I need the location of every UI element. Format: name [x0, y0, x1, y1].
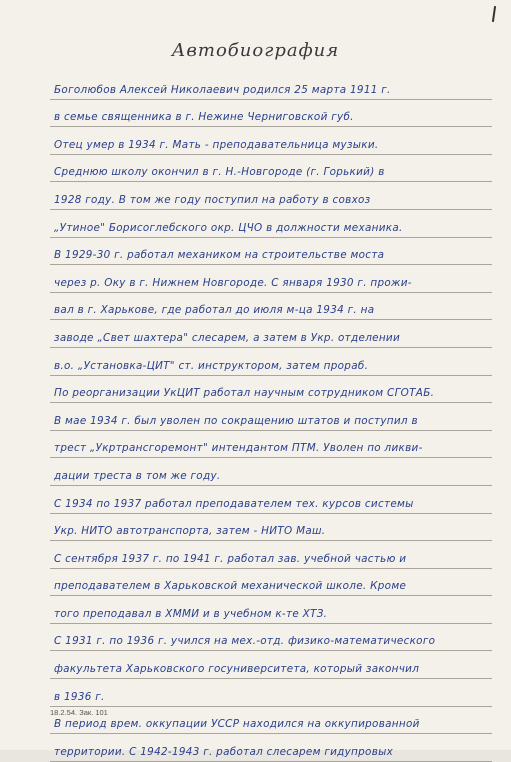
page-title: Автобиография — [171, 40, 340, 61]
ruled-line — [50, 182, 492, 210]
handwritten-line: „Утиное" Борисоглебского окр. ЦЧО в должности механика. — [54, 221, 403, 234]
handwritten-line: Боголюбов Алексей Николаевич родился 25 марта 1911 г. — [54, 83, 391, 96]
handwritten-line: 1928 году. В том же году поступил на работу в совхоз — [54, 193, 371, 206]
ruled-line — [50, 569, 492, 597]
handwritten-line: В период врем. оккупации УССР находился на оккупированной — [54, 718, 420, 731]
ruled-line — [50, 265, 492, 293]
ruled-line — [50, 486, 492, 514]
ruled-line — [50, 348, 492, 376]
handwritten-line: заводе „Свет шахтера" слесарем, а затем в Укр. отделении — [54, 331, 401, 344]
ruled-line — [50, 376, 492, 404]
ruled-line — [50, 624, 492, 652]
ruled-line — [50, 707, 492, 735]
handwritten-line: факультета Харьковского госуниверситета, который закончил — [54, 663, 420, 676]
handwritten-line: преподавателем в Харьковской механической школе. Кроме — [54, 580, 407, 593]
print-code: 18.2.54. Зак. 101 — [50, 708, 108, 717]
handwritten-line: С 1931 г. по 1936 г. учился на мех.-отд. физико-математического — [54, 635, 436, 648]
ruled-line — [50, 320, 492, 348]
ruled-line — [50, 100, 492, 128]
handwritten-line: территории. С 1942-1943 г. работал слесарем гидупровых — [54, 745, 394, 758]
ruled-line — [50, 155, 492, 183]
ruled-line — [50, 458, 492, 486]
ruled-line — [50, 210, 492, 238]
handwritten-line: Укр. НИТО автотранспорта, затем - НИТО Маш. — [54, 525, 326, 538]
ruled-line — [50, 541, 492, 569]
ruled-line — [50, 651, 492, 679]
ruled-line — [50, 679, 492, 707]
handwritten-line: вал в г. Харькове, где работал до июля м-ца 1934 г. на — [54, 304, 375, 317]
ruled-line — [50, 514, 492, 542]
handwritten-line: В мае 1934 г. был уволен по сокращению штатов и поступил в — [54, 414, 418, 427]
handwritten-text-block — [50, 72, 492, 762]
pencil-mark — [492, 6, 496, 22]
handwritten-line: в.о. „Установка-ЦИТ" ст. инструктором, затем прораб. — [54, 359, 369, 372]
handwritten-line: того преподавал в ХММИ и в учебном к-те ХТЗ. — [54, 607, 328, 620]
ruled-line — [50, 403, 492, 431]
handwritten-line: С 1934 по 1937 работал преподавателем тех. курсов системы — [54, 497, 414, 510]
ruled-line — [50, 72, 492, 100]
ruled-line — [50, 734, 492, 762]
ruled-line — [50, 596, 492, 624]
handwritten-line: в семье священника в г. Нежине Черниговской губ. — [54, 111, 354, 124]
handwritten-line: В 1929-30 г. работал механиком на строительстве моста — [54, 249, 385, 262]
ruled-line — [50, 238, 492, 266]
handwritten-line: С сентября 1937 г. по 1941 г. работал зав. учебной частью и — [54, 552, 407, 565]
ruled-line — [50, 127, 492, 155]
ruled-line — [50, 431, 492, 459]
handwritten-line: в 1936 г. — [54, 690, 105, 703]
handwritten-line: дации треста в том же году. — [54, 469, 221, 482]
handwritten-line: Отец умер в 1934 г. Мать - преподавательница музыки. — [54, 138, 379, 151]
ruled-line — [50, 293, 492, 321]
handwritten-line: Среднюю школу окончил в г. Н.-Новгороде (г. Горький) в — [54, 166, 385, 179]
handwritten-line: По реорганизации УкЦИТ работал научным сотрудником СГОТАБ. — [54, 387, 435, 400]
handwritten-line: через р. Оку в г. Нижнем Новгороде. С января 1930 г. прожи- — [54, 276, 412, 289]
handwritten-line: трест „Укртрансгоремонт" интендантом ПТМ. Уволен по ликви- — [54, 442, 423, 455]
